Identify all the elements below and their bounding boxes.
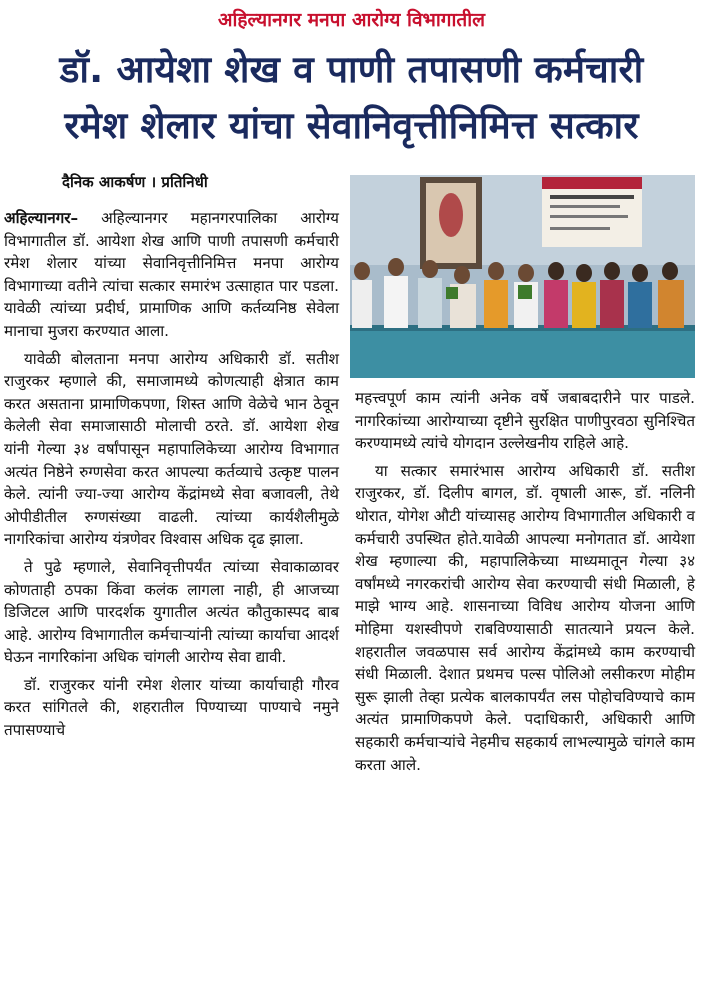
- article-kicker: अहिल्यानगर मनपा आरोग्य विभागातील: [217, 9, 486, 31]
- dateline: अहिल्यानगर–: [4, 209, 79, 227]
- article-column-1: [4, 207, 339, 747]
- headline-line-1: डॉ. आयेशा शेख व पाणी तपासणी कर्मचारी: [59, 48, 644, 91]
- paragraph: डॉ. राजुरकर यांनी रमेश शेलार यांच्या कार्याचाही गौरव करत सांगितले की, शहरातील पिण्याच्या पाण्याचे नमुने तपासण्याचे: [4, 675, 339, 740]
- paragraph: यावेळी बोलताना मनपा आरोग्य अधिकारी डॉ. सतीश राजुरकर म्हणाले की, समाजामध्ये कोणत्याही क्षेत्रात काम करत असताना प्रामाणिकपणा, शिस्त आणि वेळेचे भान ठेवून केलेली सेवा समाजासाठी मोलाची ठरते. डॉ. आयेशा शेख यांनी गेल्या ३४ वर्षांपासून महापालिकेच्या आरोग्य विभागात अत्यंत निष्ठेने रुग्णसेवा करत आपल्या कर्तव्याचे उत्कृष्ट पालन केले. त्यांनी ज्या-ज्या आरोग्य केंद्रांमध्ये सेवा बजावली, तेथे ओपीडीतील रुग्णसंख्या वाढली. त्यांच्या कार्यशैलीमुळे नागरिकांचा आरोग्य यंत्रणेवर विश्वास अधिक दृढ झाला.: [4, 349, 339, 549]
- event-photo: [350, 175, 695, 378]
- paragraph: या सत्कार समारंभास आरोग्य अधिकारी डॉ. सतीश राजुरकर, डॉ. दिलीप बागल, डॉ. वृषाली आरू, डॉ. नलिनी थोरात, योगेश औटी यांच्यासह आरोग्य विभागातील अधिकारी व कर्मचारी उपस्थित होते.यावेळी आपल्या मनोगतात डॉ. आयेशा शेख म्हणाल्या की, महापालिकेच्या माध्यमातून गेल्या ३४ वर्षांमध्ये नगरकरांची आरोग्य सेवा करण्याची संधी मिळाली, हे माझे भाग्य आहे. शासनाच्या विविध आरोग्य योजना आणि मोहिमा यशस्वीपणे राबविण्यासाठी सातत्याने प्रयत्न केले. शहरातील जवळपास सर्व आरोग्य केंद्रांमध्ये काम करण्याची संधी मिळाली. देशात प्रथमच पल्स पोलिओ लसीकरण मोहीम सुरू झाली तेव्हा प्रत्येक बालकापर्यंत लस पोहोचविण्याचे काम अत्यंत प्रामाणिकपणे केले. पदाधिकारी, अधिकारी आणि सहकारी कर्मचाऱ्यांचे नेहमीच सहकार्य लाभल्यामुळे चांगले काम करता आले.: [355, 461, 695, 774]
- article-column-2: [355, 387, 695, 781]
- paragraph-text: अहिल्यानगर महानगरपालिका आरोग्य विभागातील डॉ. आयेशा शेख आणि पाणी तपासणी कर्मचारी रमेश शेलार यांच्या सेवानिवृत्तीनिमित्त मनपा आरोग्य विभागाच्या वतीने त्यांचा सत्कार समारंभ उत्साहात पार पडला. यावेळी त्यांच्या प्रदीर्घ, प्रामाणिक आणि कर्तव्यनिष्ठ सेवेला मानाचा मुजरा करण्यात आला.: [4, 209, 339, 340]
- article-byline: दैनिक आकर्षण । प्रतिनिधी: [62, 173, 208, 191]
- paragraph: महत्त्वपूर्ण काम त्यांनी अनेक वर्षे जबाबदारीने पार पाडले. नागरिकांच्या आरोग्याच्या दृष्टीने सुरक्षित पाणीपुरवठा सुनिश्चित करण्यामध्ये त्यांचे योगदान उल्लेखनीय राहिले आहे.: [355, 389, 695, 453]
- headline-line-2: रमेश शेलार यांचा सेवानिवृत्तीनिमित्त सत्कार: [64, 104, 639, 147]
- paragraph: [4, 207, 339, 343]
- article-headline: [0, 42, 703, 154]
- paragraph: ते पुढे म्हणाले, सेवानिवृत्तीपर्यंत त्यांच्या सेवाकाळावर कोणताही ठपका किंवा कलंक लागला नाही, ही आजच्या डिजिटल आणि पारदर्शक युगातील अत्यंत कौतुकास्पद बाब आहे. आरोग्य विभागातील कर्मचाऱ्यांनी त्यांच्या कार्याचा आदर्श घेऊन नागरिकांना अधिक चांगली आरोग्य सेवा द्यावी.: [4, 557, 339, 667]
